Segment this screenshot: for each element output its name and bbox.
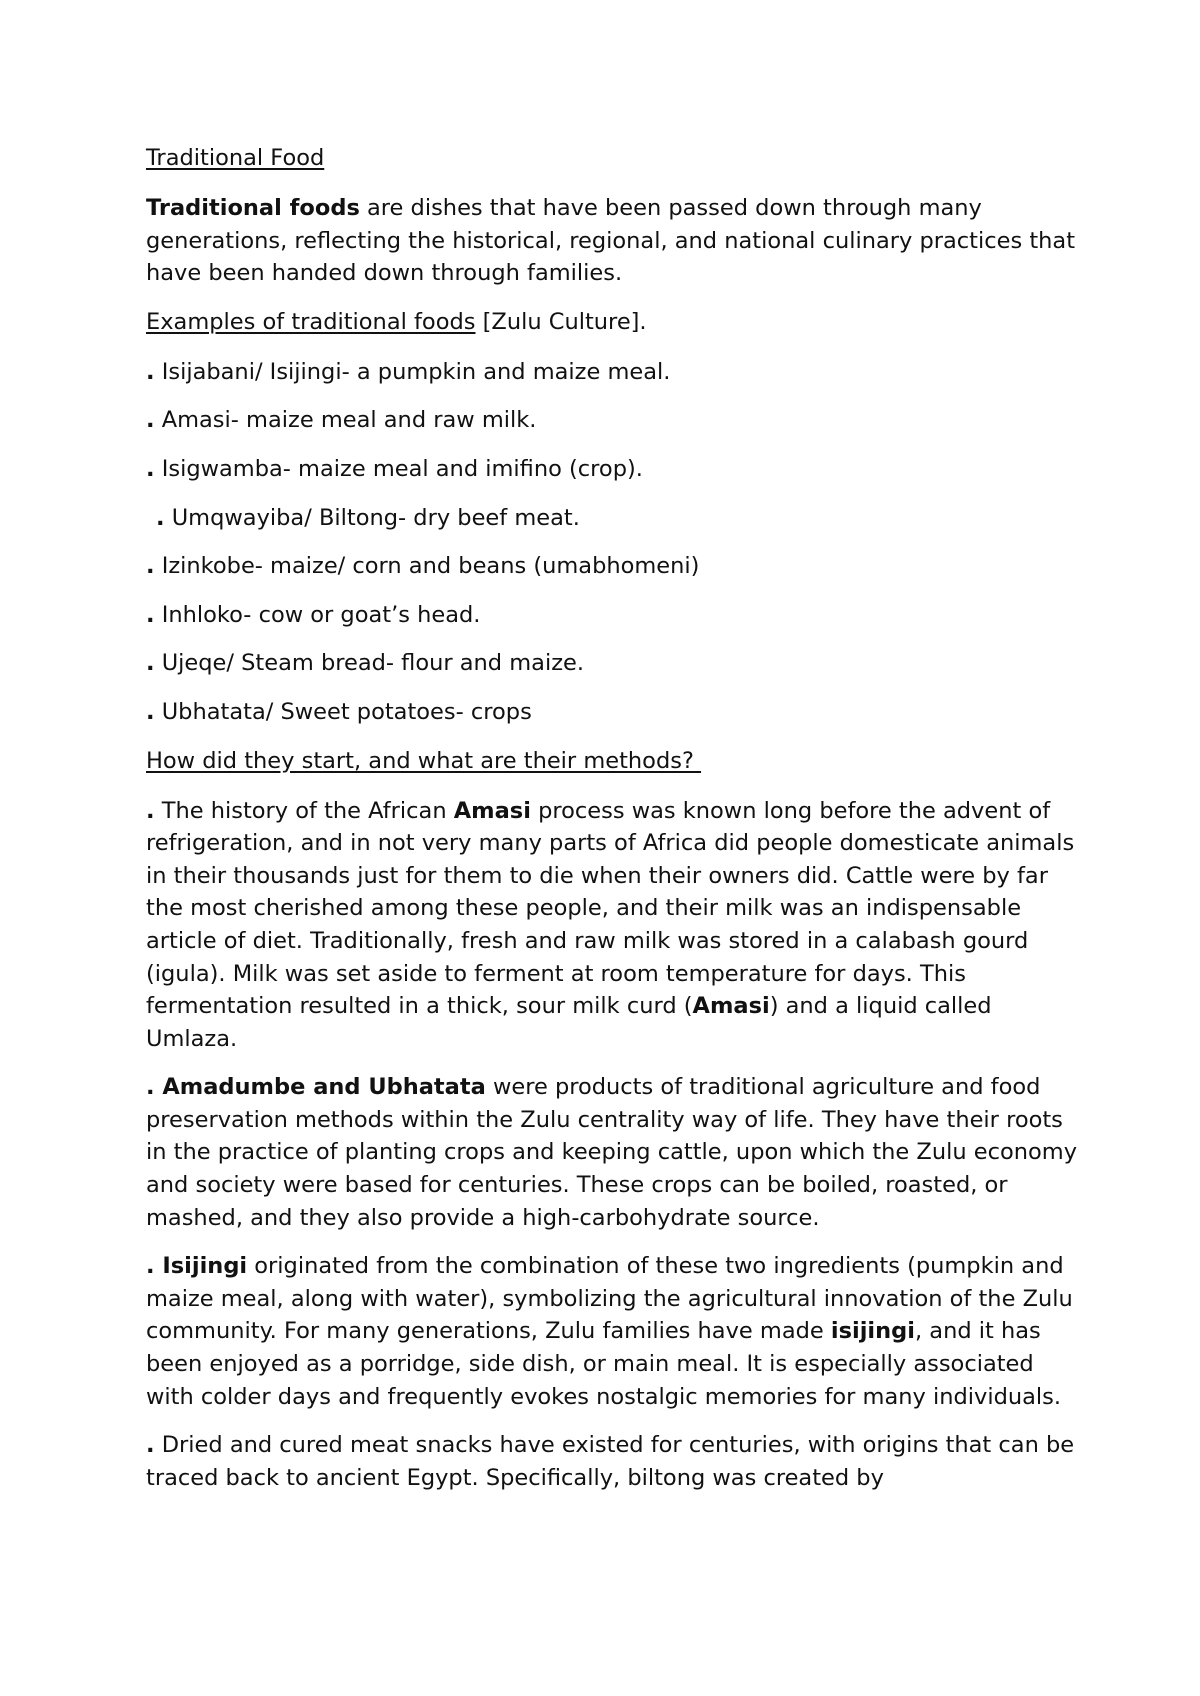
- bullet-dot-icon: .: [156, 504, 165, 531]
- isijingi-bold-term: isijingi: [830, 1318, 915, 1345]
- bullet-dot-icon: .: [146, 797, 155, 824]
- example-item: [146, 647, 1080, 680]
- methods-heading: How did they start, and what are their methods?: [146, 747, 702, 774]
- examples-heading-line: [146, 306, 1080, 338]
- example-item: [146, 696, 1080, 729]
- isijingi-text: , and it has been enjoyed as a porridge, side dish, or main meal. It is especially associated with colder days and frequently evokes nostalgic memories for many individuals.: [146, 1318, 1062, 1410]
- example-item-text: Inhloko- cow or goat’s head.: [154, 601, 481, 628]
- amasi-text: The history of the African: [154, 797, 454, 824]
- example-item: [146, 502, 1080, 535]
- example-item-text: Ubhatata/ Sweet potatoes- crops: [154, 698, 532, 725]
- intro-bold-term: Traditional foods: [146, 195, 360, 221]
- example-item: [146, 404, 1080, 437]
- bullet-dot-icon: .: [146, 1074, 155, 1101]
- example-item-text: Umqwayiba/ Biltong- dry beef meat.: [164, 504, 580, 531]
- bullet-dot-icon: .: [146, 553, 155, 580]
- examples-heading-suffix: [Zulu Culture].: [475, 308, 647, 335]
- bullet-dot-icon: .: [146, 407, 155, 434]
- isijingi-bold-term: Isijingi: [154, 1253, 248, 1280]
- document-title: Traditional Food: [146, 145, 325, 171]
- intro-paragraph: [146, 192, 1080, 290]
- amadumbe-text: were products of traditional agriculture and food preservation methods within the Zulu centrality way of life. They have their roots in the practice of planting crops and keeping cattle, upon which the Zulu economy and society were based for centuries. These crops can be boiled, roasted, or mashed, and they also provide a high-carbohydrate source.: [146, 1074, 1078, 1231]
- isijingi-paragraph: [146, 1250, 1080, 1413]
- amasi-text: process was known long before the advent of refrigeration, and in not very many parts of Africa did people domesticate animals in their thousands just for them to die when their owners did. Cattle were by far the most cherished among these people, and their milk was an indispensable article of diet. Traditionally, fresh and raw milk was stored in a calabash gourd (igula). Milk was set aside to ferment at room temperature for days. This fermentation resulted in a thick, sour milk curd (: [146, 797, 1075, 1020]
- isijingi-text: originated from the combination of these two ingredients (pumpkin and maize meal, along with water), symbolizing the agricultural innovation of the Zulu community. For many generations, Zulu families have made: [146, 1253, 1073, 1345]
- intro-text: are dishes that have been passed down through many generations, reflecting the historical, regional, and national culinary practices that have been handed down through families.: [146, 195, 1076, 287]
- amadumbe-paragraph: [146, 1071, 1080, 1234]
- amasi-bold-term: Amasi: [453, 797, 531, 824]
- example-item-text: Isigwamba- maize meal and imifino (crop).: [154, 455, 643, 482]
- amadumbe-bold-term: Amadumbe and Ubhatata: [154, 1074, 486, 1101]
- example-item-text: Isijabani/ Isijingi- a pumpkin and maize meal.: [154, 358, 671, 385]
- example-item: [146, 550, 1080, 583]
- example-item: [146, 599, 1080, 632]
- example-item-text: Amasi- maize meal and raw milk.: [154, 407, 537, 434]
- bullet-dot-icon: .: [146, 455, 155, 482]
- amasi-text: ) and a liquid called Umlaza.: [146, 993, 992, 1052]
- amasi-paragraph: [146, 795, 1080, 1056]
- biltong-paragraph: [146, 1429, 1080, 1494]
- example-item-text: Ujeqe/ Steam bread- flour and maize.: [154, 650, 585, 677]
- bullet-dot-icon: .: [146, 358, 155, 385]
- bullet-dot-icon: .: [146, 1253, 155, 1280]
- bullet-dot-icon: .: [146, 601, 155, 628]
- examples-heading: Examples of traditional foods: [146, 308, 476, 335]
- biltong-text: Dried and cured meat snacks have existed for centuries, with origins that can be traced back to ancient Egypt. Specifically, biltong was created by: [146, 1432, 1075, 1491]
- example-item: [146, 453, 1080, 486]
- bullet-dot-icon: .: [146, 650, 155, 677]
- bullet-dot-icon: .: [146, 1432, 155, 1459]
- amasi-bold-term: Amasi: [692, 993, 770, 1020]
- example-item: [146, 356, 1080, 389]
- example-item-text: Izinkobe- maize/ corn and beans (umabhomeni): [154, 553, 700, 580]
- bullet-dot-icon: .: [146, 698, 155, 725]
